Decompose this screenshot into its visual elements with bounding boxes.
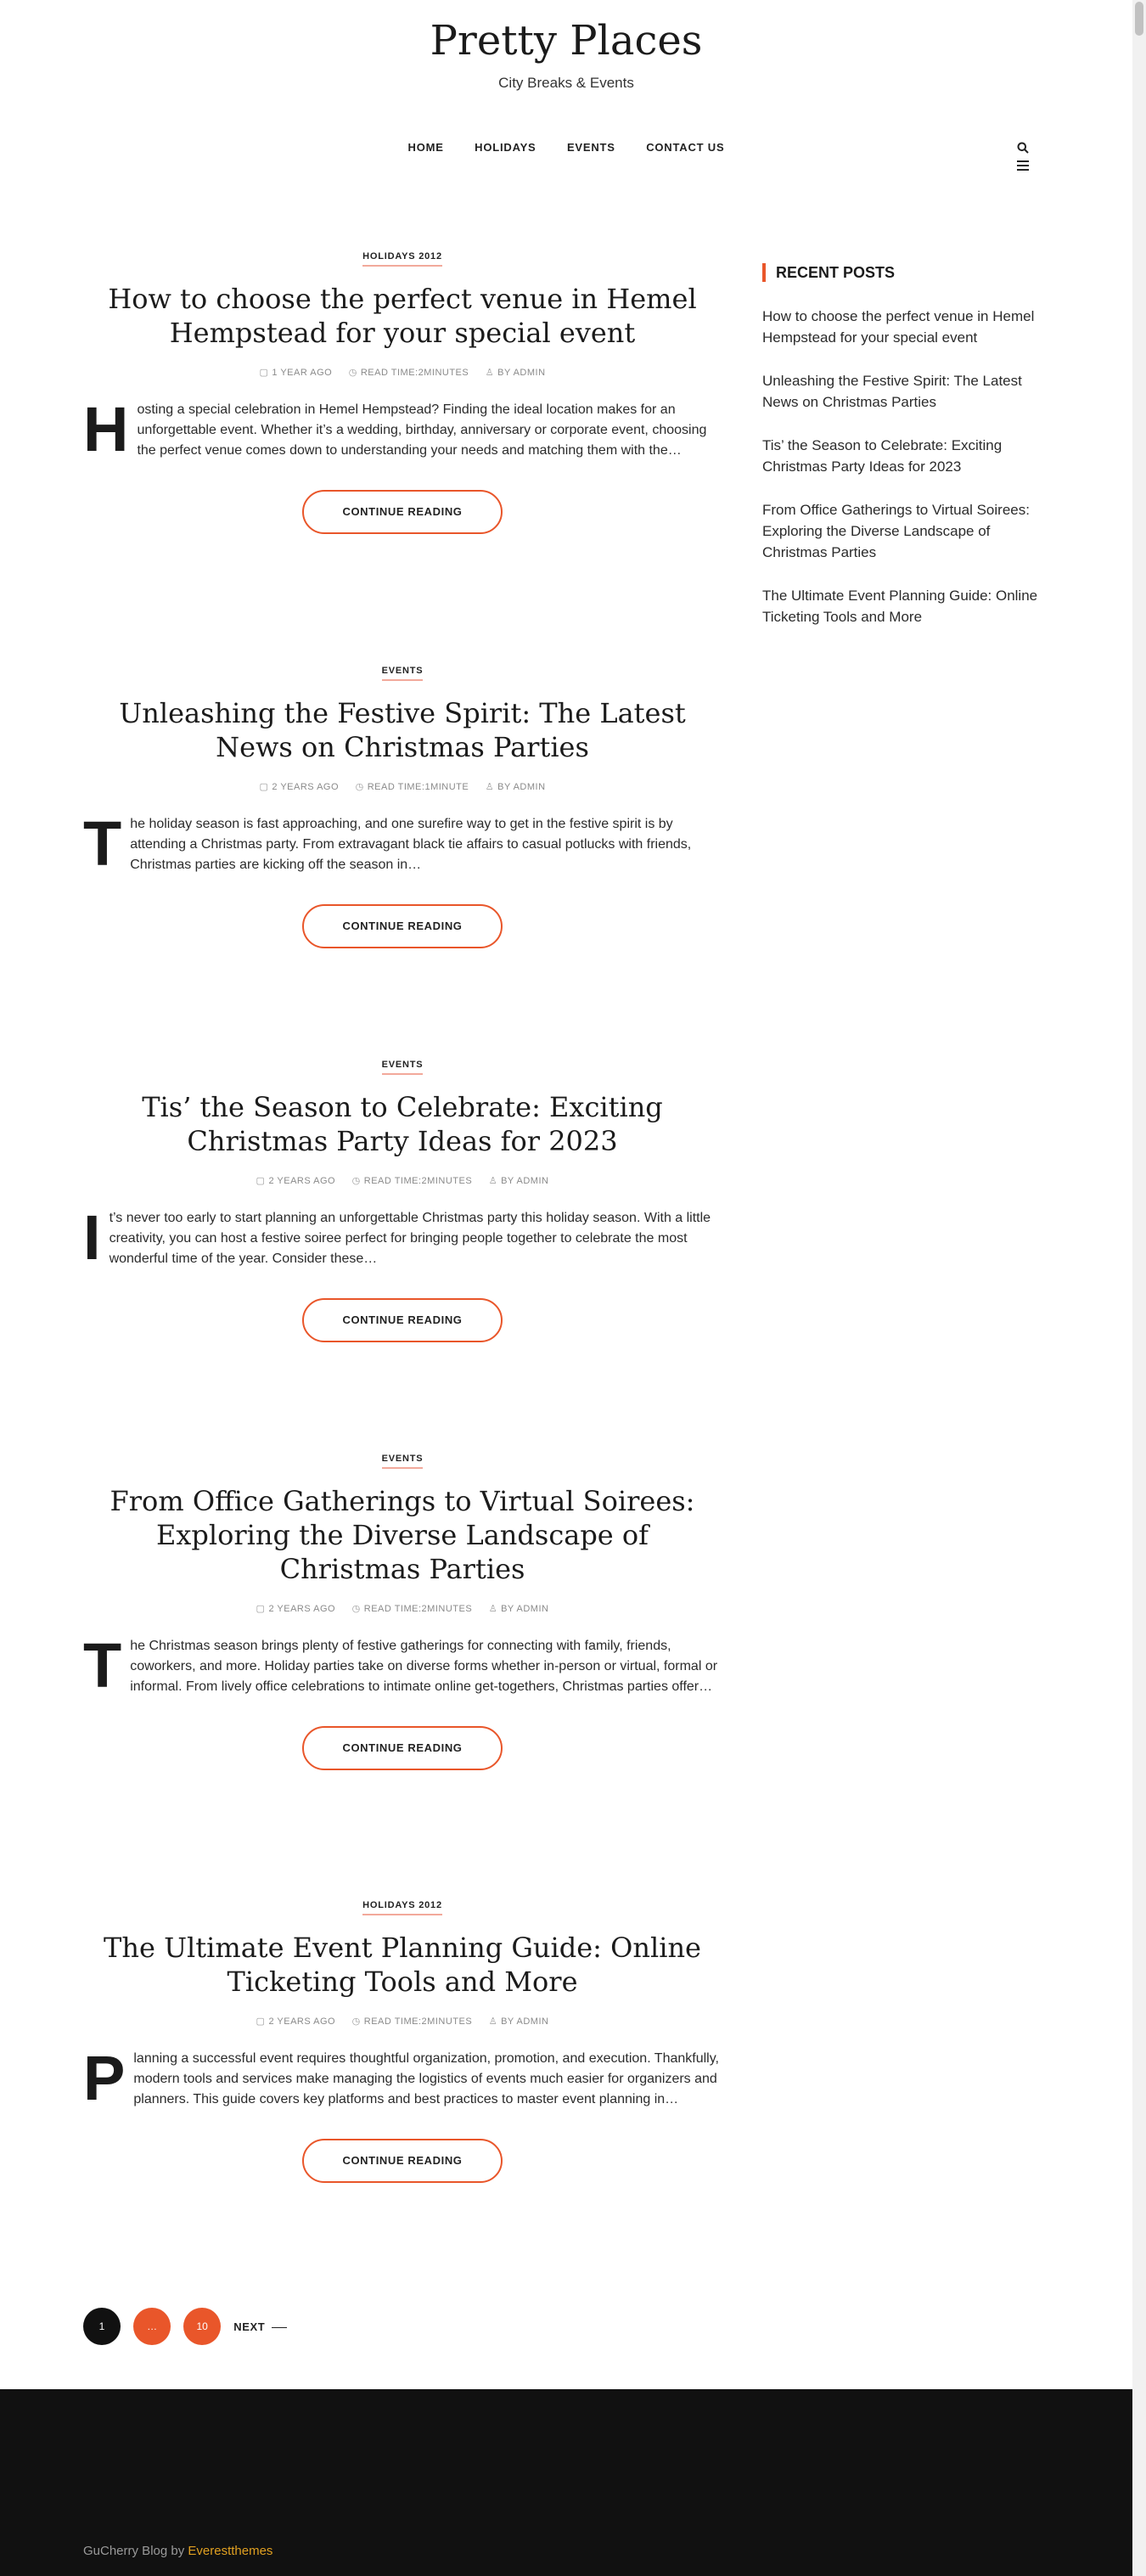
post-read-time xyxy=(349,367,469,378)
clock-icon: ◷ xyxy=(351,2016,361,2027)
dropcap: I xyxy=(83,1202,101,1273)
footer-theme-link[interactable]: Everestthemes xyxy=(188,2544,273,2558)
dropcap: P xyxy=(83,2043,126,2113)
post-date-text: 1 YEAR AGO xyxy=(272,368,333,378)
calendar-icon: ▢ xyxy=(259,368,269,378)
post-card xyxy=(83,1448,722,1770)
header-icons xyxy=(1017,140,1054,157)
post-meta xyxy=(83,1603,722,1614)
menu-icon[interactable] xyxy=(1017,158,1029,174)
post-date xyxy=(259,367,332,378)
page-dots: … xyxy=(133,2308,171,2345)
clock-icon: ◷ xyxy=(355,782,364,792)
sidebar xyxy=(762,263,1042,650)
post-card xyxy=(83,1055,722,1342)
recent-post-link[interactable]: From Office Gatherings to Virtual Soirees: Exploring the Diverse Landscape of Christmas Parties xyxy=(762,502,1030,560)
post-category[interactable]: HOLIDAYS 2012 xyxy=(362,251,442,267)
clock-icon: ◷ xyxy=(351,1604,361,1614)
post-author-text: BY ADMIN xyxy=(501,1176,549,1186)
post-meta xyxy=(83,367,722,378)
post-author[interactable] xyxy=(489,1603,549,1614)
dropcap: T xyxy=(83,808,122,879)
post-excerpt-text: he holiday season is fast approaching, and one surefire way to get in the festive spirit is by attending a Christmas party. From extravagant black tie affairs to casual potlucks with friends, Christmas parties are kicking off the season in… xyxy=(130,817,692,872)
footer-credit-prefix: GuCherry Blog by xyxy=(83,2544,188,2558)
post-read-time-text: READ TIME:2MINUTES xyxy=(363,1604,473,1614)
post-author[interactable] xyxy=(489,1175,549,1186)
site-header xyxy=(0,0,1146,178)
post-title[interactable]: How to choose the perfect venue in Hemel Hempstead for your special event xyxy=(108,283,697,349)
scrollbar-track[interactable] xyxy=(1132,0,1146,2576)
post-author-text: BY ADMIN xyxy=(497,782,546,792)
post-read-time-text: READ TIME:1MINUTE xyxy=(367,782,469,792)
calendar-icon: ▢ xyxy=(256,1604,266,1614)
post-excerpt-text: osting a special celebration in Hemel Hempstead? Finding the ideal location makes for an unforgettable event. Whether it’s a wedding, birthday, anniversary or corporate event, choosing the perfect venue comes down to understanding your needs and matching them with the… xyxy=(137,402,707,458)
post-read-time xyxy=(352,2016,472,2027)
user-icon: ♙ xyxy=(485,782,495,792)
post-author-text: BY ADMIN xyxy=(501,2016,549,2027)
pagination xyxy=(83,2308,287,2345)
continue-reading-button[interactable]: CONTINUE READING xyxy=(302,490,503,534)
next-page-label: NEXT xyxy=(233,2320,266,2333)
next-page-link[interactable] xyxy=(233,2320,287,2333)
post-author[interactable] xyxy=(486,781,546,792)
post-meta xyxy=(83,781,722,792)
recent-post-link[interactable]: The Ultimate Event Planning Guide: Online Ticketing Tools and More xyxy=(762,588,1038,625)
post-date xyxy=(256,1603,336,1614)
post-read-time-text: READ TIME:2MINUTES xyxy=(363,2016,473,2027)
page-last[interactable]: 10 xyxy=(183,2308,221,2345)
search-icon[interactable] xyxy=(1017,141,1029,157)
post-excerpt xyxy=(83,1630,722,1701)
site-footer xyxy=(0,2389,1132,2576)
post-excerpt-text: lanning a successful event requires thoughtful organization, promotion, and execution. Thankfully, modern tools and services make managing the logistics of events much easier for organizers and planners. This guide covers key platforms and best practices to master event planning in… xyxy=(133,2051,719,2106)
post-card xyxy=(83,1895,722,2183)
post-meta xyxy=(83,2016,722,2027)
user-icon: ♙ xyxy=(488,1176,498,1186)
dropcap: T xyxy=(83,1630,122,1701)
calendar-icon: ▢ xyxy=(256,2016,266,2027)
user-icon: ♙ xyxy=(488,1604,498,1614)
post-read-time xyxy=(352,1603,472,1614)
post-date-text: 2 YEARS AGO xyxy=(272,782,340,792)
post-read-time-text: READ TIME:2MINUTES xyxy=(363,1176,473,1186)
continue-reading-button[interactable]: CONTINUE READING xyxy=(302,1726,503,1770)
footer-credit xyxy=(83,2544,272,2558)
nav-item-holidays[interactable]: HOLIDAYS xyxy=(475,141,536,154)
post-excerpt xyxy=(83,1202,722,1273)
post-author-text: BY ADMIN xyxy=(501,1604,549,1614)
nav-item-events[interactable]: EVENTS xyxy=(566,141,615,154)
post-author[interactable] xyxy=(486,367,546,378)
user-icon: ♙ xyxy=(488,2016,498,2027)
recent-post-link[interactable]: Tis’ the Season to Celebrate: Exciting Christmas Party Ideas for 2023 xyxy=(762,437,1003,475)
clock-icon: ◷ xyxy=(351,1176,361,1186)
clock-icon: ◷ xyxy=(348,368,357,378)
calendar-icon: ▢ xyxy=(256,1176,266,1186)
post-card xyxy=(83,661,722,948)
post-date-text: 2 YEARS AGO xyxy=(268,1176,336,1186)
post-excerpt-text: he Christmas season brings plenty of festive gatherings for connecting with family, friends, coworkers, and more. Holiday parties take on diverse forms whether in-person or virtual, formal or informal. From lively office celebrations to intimate online get-togethers, Christmas parties offer… xyxy=(130,1639,718,1694)
user-icon: ♙ xyxy=(485,368,495,378)
post-date xyxy=(259,781,339,792)
post-category[interactable]: EVENTS xyxy=(382,1060,424,1075)
post-date-text: 2 YEARS AGO xyxy=(268,2016,336,2027)
dropcap: H xyxy=(83,394,129,464)
post-title[interactable]: Tis’ the Season to Celebrate: Exciting Christmas Party Ideas for 2023 xyxy=(142,1091,663,1157)
post-card xyxy=(83,246,722,534)
post-read-time xyxy=(356,781,469,792)
post-date-text: 2 YEARS AGO xyxy=(268,1604,336,1614)
post-author[interactable] xyxy=(489,2016,549,2027)
continue-reading-button[interactable]: CONTINUE READING xyxy=(302,2139,503,2183)
post-author-text: BY ADMIN xyxy=(497,368,546,378)
post-excerpt xyxy=(83,808,722,879)
continue-reading-button[interactable]: CONTINUE READING xyxy=(302,904,503,948)
recent-posts-title: RECENT POSTS xyxy=(762,263,1042,282)
post-title[interactable]: The Ultimate Event Planning Guide: Online Ticketing Tools and More xyxy=(104,1932,701,1998)
post-category[interactable]: HOLIDAYS 2012 xyxy=(362,1900,442,1915)
nav-item-home[interactable]: HOME xyxy=(407,141,444,154)
post-excerpt-text: t’s never too early to start planning an unforgettable Christmas party this holiday season. With a little creativity, you can host a festive soiree perfect for bringing people together to celebrate the most wonderful time of the year. Consider these… xyxy=(109,1211,711,1266)
post-excerpt xyxy=(83,2043,722,2113)
post-title[interactable]: From Office Gatherings to Virtual Soirees: Exploring the Diverse Landscape of Christmas Parties xyxy=(110,1485,695,1585)
nav-item-contact-us[interactable]: CONTACT US xyxy=(646,141,725,154)
post-excerpt xyxy=(83,394,722,464)
post-read-time xyxy=(352,1175,472,1186)
recent-post-link[interactable]: How to choose the perfect venue in Hemel Hempstead for your special event xyxy=(762,308,1035,346)
post-category[interactable]: EVENTS xyxy=(382,1454,424,1469)
main-nav xyxy=(0,141,1132,154)
post-date xyxy=(256,1175,336,1186)
continue-reading-button[interactable]: CONTINUE READING xyxy=(302,1298,503,1342)
recent-post-link[interactable]: Unleashing the Festive Spirit: The Latest News on Christmas Parties xyxy=(762,373,1022,410)
site-tagline: City Breaks & Events xyxy=(498,75,634,91)
post-title[interactable]: Unleashing the Festive Spirit: The Latest News on Christmas Parties xyxy=(119,697,686,763)
site-title[interactable]: Pretty Places xyxy=(430,17,703,65)
post-read-time-text: READ TIME:2MINUTES xyxy=(360,368,469,378)
post-meta xyxy=(83,1175,722,1186)
recent-posts-list xyxy=(762,306,1042,627)
calendar-icon: ▢ xyxy=(259,782,269,792)
post-category[interactable]: EVENTS xyxy=(382,666,424,681)
arrow-right-icon xyxy=(272,2327,287,2328)
scrollbar-thumb[interactable] xyxy=(1135,2,1143,36)
page-current: 1 xyxy=(83,2308,121,2345)
post-date xyxy=(256,2016,336,2027)
